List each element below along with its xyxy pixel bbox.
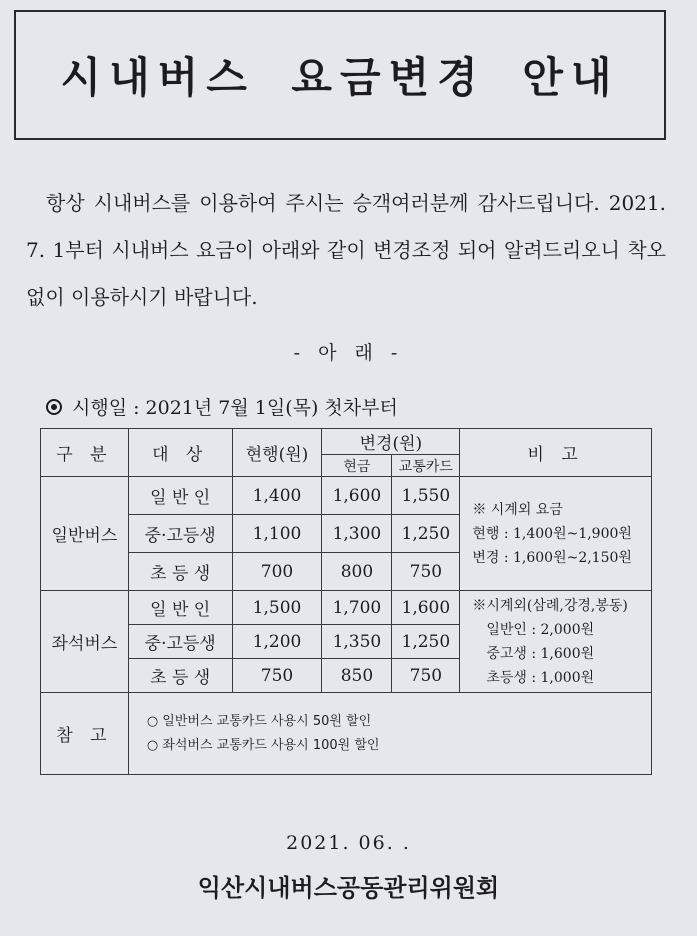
table-row [41,591,652,625]
header-card: 교통카드 [392,455,460,477]
title-box [14,10,666,140]
bullet-icon [46,399,62,415]
reference-notes [128,693,651,775]
group-name: 일반버스 [41,477,129,591]
row-current: 700 [232,553,322,591]
fare-table [40,428,652,775]
header-remark: 비 고 [460,429,652,477]
row-card: 1,550 [392,477,460,515]
reference-label: 참 고 [41,693,129,775]
row-target: 일 반 인 [128,477,232,515]
table-row [41,477,652,515]
remark-line: 초등생 : 1,000원 [486,669,595,686]
row-card: 1,250 [392,515,460,553]
row-current: 1,400 [232,477,322,515]
intro-paragraph: 항상 시내버스를 이용하여 주시는 승객여러분께 감사드립니다. 2021. 7. 1부터 시내버스 요금이 아래와 같이 변경조정 되어 알려드리오니 착오없이 이용하시기 바랍니다. [26,191,666,309]
row-card: 1,250 [392,625,460,659]
intro-text [26,180,666,321]
issue-date: 2021. 06. . [286,832,411,854]
row-card: 750 [392,553,460,591]
header-changed: 변경(원) [322,429,460,455]
row-cash: 1,700 [322,591,392,625]
remark-line: 현행 : 1,400원~1,900원 [472,525,632,542]
row-cash: 1,350 [322,625,392,659]
row-current: 1,100 [232,515,322,553]
below-marker: - 아 래 - [293,342,404,364]
page-title: 시내버스 요금변경 안내 [60,53,620,102]
remark-line: 변경 : 1,600원~2,150원 [472,549,632,566]
header-category: 구 분 [41,429,129,477]
row-cash: 800 [322,553,392,591]
reference-line: ○ 좌석버스 교통카드 사용시 100원 할인 [146,737,380,753]
reference-line: ○ 일반버스 교통카드 사용시 50원 할인 [146,713,372,729]
row-target: 중·고등생 [128,625,232,659]
row-card: 750 [392,659,460,693]
header-target: 대 상 [128,429,232,477]
organization-name: 익산시내버스공동관리위원회 [197,874,500,902]
row-current: 1,500 [232,591,322,625]
effective-date-line [46,393,398,420]
row-target: 초 등 생 [128,659,232,693]
remark-line: ※시계외(삼례,강경,봉동) [472,597,628,614]
remark-line: 일반인 : 2,000원 [486,621,595,638]
header-cash: 현금 [322,455,392,477]
header-current: 현행(원) [232,429,322,477]
row-card: 1,600 [392,591,460,625]
remark-line: 중고생 : 1,600원 [486,645,595,662]
effective-date-text: 시행일 : 2021년 7월 1일(목) 첫차부터 [72,397,398,419]
row-current: 1,200 [232,625,322,659]
group-name: 좌석버스 [41,591,129,693]
remark-general [460,477,652,591]
row-target: 중·고등생 [128,515,232,553]
row-target: 초 등 생 [128,553,232,591]
row-cash: 1,300 [322,515,392,553]
row-cash: 1,600 [322,477,392,515]
table-row [41,693,652,775]
remark-line: ※ 시계외 요금 [472,501,563,518]
row-cash: 850 [322,659,392,693]
row-current: 750 [232,659,322,693]
row-target: 일 반 인 [128,591,232,625]
remark-seat [460,591,652,693]
